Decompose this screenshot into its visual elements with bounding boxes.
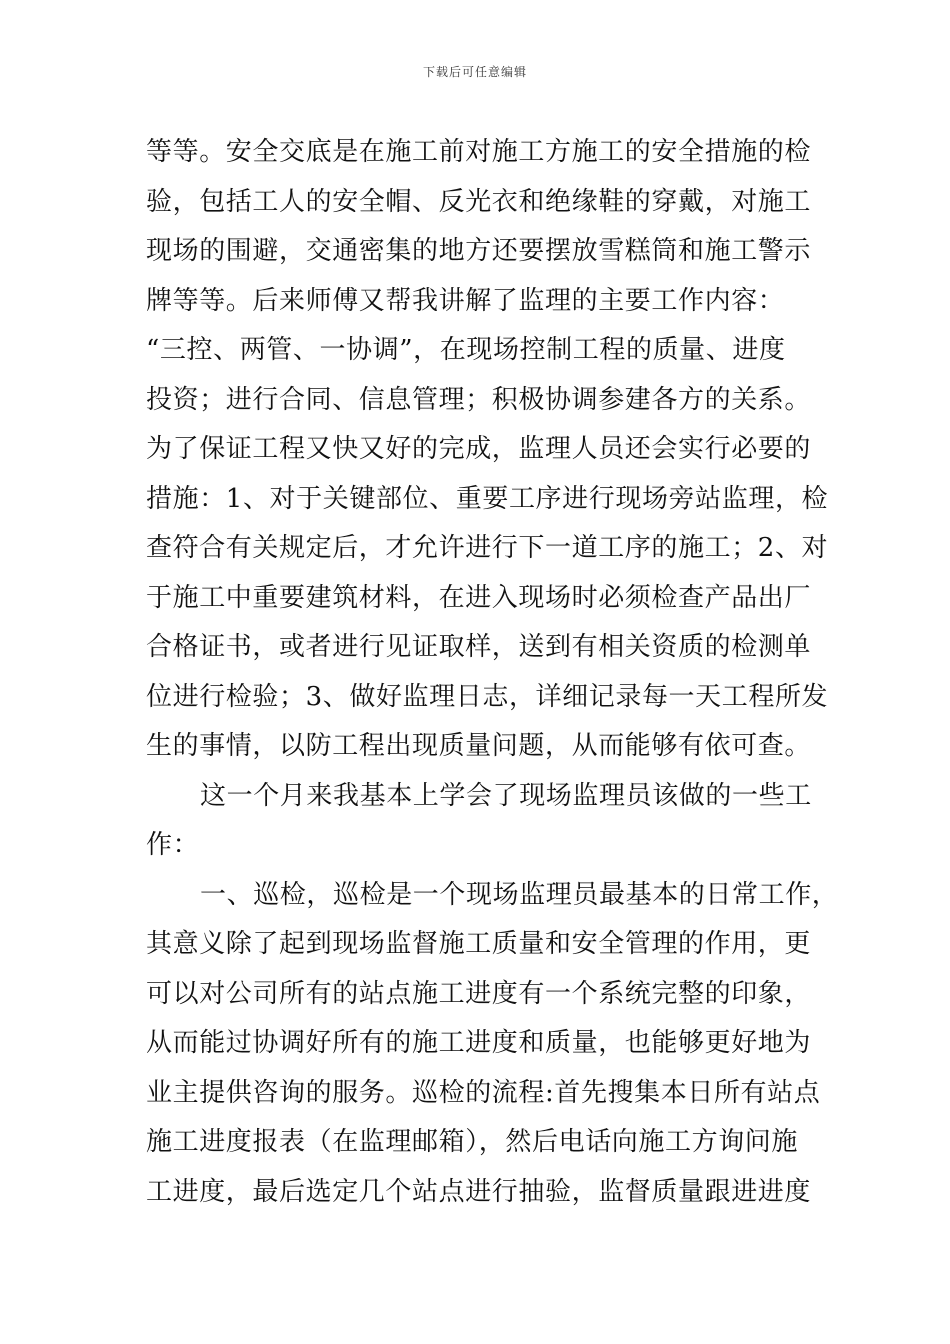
text-line: 措施：1、对于关键部位、重要工序进行现场旁站监理，检	[146, 483, 829, 514]
text-line: “三控、两管、一协调”，在现场控制工程的质量、进度	[146, 335, 786, 365]
text-line: 合格证书，或者进行见证取样，送到有相关资质的检测单	[146, 632, 812, 662]
text-line: 为了保证工程又快又好的完成，监理人员还会实行必要的	[146, 434, 812, 464]
text-line: 工进度，最后选定几个站点进行抽验，监督质量跟进进度	[146, 1176, 812, 1207]
text-line: 位进行检验；3、做好监理日志，详细记录每一天工程所发	[146, 681, 829, 712]
text-line: 等等。安全交底是在施工前对施工方施工的安全措施的检	[146, 137, 812, 167]
text-line: 可以对公司所有的站点施工进度有一个系统完整的印象，	[146, 978, 812, 1009]
text-line: 查符合有关规定后，才允许进行下一道工序的施工；2、对	[146, 533, 829, 563]
text-line: 业主提供咨询的服务。巡检的流程:首先搜集本日所有站点	[146, 1077, 821, 1108]
text-line: 作：	[146, 830, 200, 860]
text-line: 现场的围避，交通密集的地方还要摆放雪糕筒和施工警示	[146, 236, 812, 266]
page-header: 下载后可任意编辑	[422, 65, 527, 79]
text-line: 其意义除了起到现场监督施工质量和安全管理的作用，更	[146, 929, 812, 959]
text-line: 牌等等。后来师傅又帮我讲解了监理的主要工作内容：	[146, 285, 785, 316]
text-line: 生的事情，以防工程出现质量问题，从而能够有依可查。	[146, 731, 812, 761]
text-line: 投资；进行合同、信息管理；积极协调参建各方的关系。	[146, 384, 812, 415]
text-line: 从而能过协调好所有的施工进度和质量，也能够更好地为	[146, 1028, 812, 1058]
text-line: 验，包括工人的安全帽、反光衣和绝缘鞋的穿戴，对施工	[146, 186, 812, 217]
paragraph-start-line: 这一个月来我基本上学会了现场监理员该做的一些工	[200, 780, 812, 811]
document-body	[146, 128, 839, 1217]
paragraph-start-line: 一、巡检，巡检是一个现场监理员最基本的日常工作，	[200, 879, 839, 910]
text-line: 于施工中重要建筑材料，在进入现场时必须检查产品出厂	[146, 582, 812, 613]
text-line: 施工进度报表（在监理邮箱），然后电话向施工方询问施	[146, 1127, 799, 1157]
